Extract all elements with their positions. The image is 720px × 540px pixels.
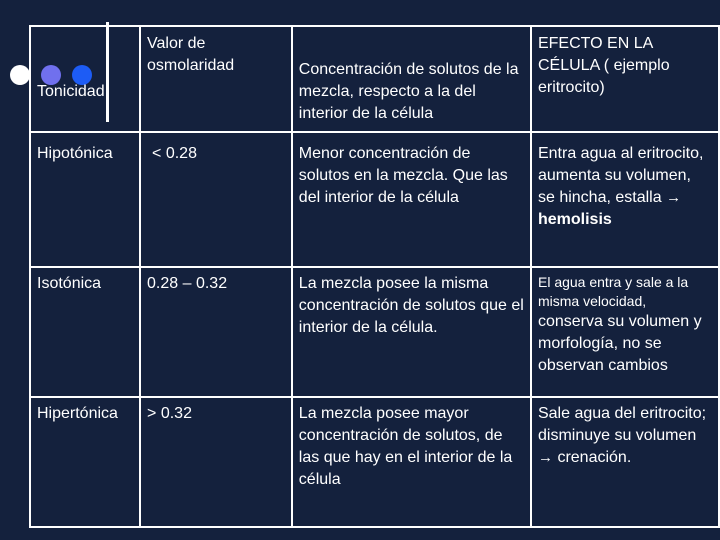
arrow-right-icon: →	[666, 189, 682, 206]
header-tonicity	[30, 26, 140, 132]
white-circle-decoration	[10, 65, 30, 85]
table-row	[30, 267, 719, 397]
header-osmolarity	[140, 26, 292, 132]
header-concentration	[292, 26, 531, 132]
concentration-cell: Menor concentración de solutos en la mezcla. Que las del interior de la célula	[292, 132, 531, 267]
tonicity-cell: Isotónica	[30, 267, 140, 397]
tonicity-cell: Hipertónica	[30, 397, 140, 527]
osmolarity-cell: > 0.32	[140, 397, 292, 527]
effect-text: Sale agua del eritrocito; disminuye su volumen	[537, 405, 707, 444]
concentration-cell: La mezcla posee la misma concentración de solutos que el interior de la célula.	[292, 267, 531, 397]
table-row	[30, 397, 719, 527]
tonicity-table	[29, 25, 720, 528]
effect-cell	[531, 132, 719, 267]
concentration-cell: La mezcla posee mayor concentración de solutos, de las que hay en el interior de la célula	[292, 397, 531, 527]
osmolarity-cell	[140, 132, 292, 267]
table-row	[30, 132, 719, 267]
header-concentration-label: Concentración de solutos de la mezcla, respecto a la del interior de la célula	[298, 61, 519, 122]
effect-small-text: El agua entra y sale a la misma velocidad,	[537, 274, 689, 309]
header-tonicity-label: Tonicidad	[37, 83, 105, 100]
effect-cell	[531, 267, 719, 397]
header-osmolarity-label: Valor de osmolaridad	[147, 35, 235, 74]
effect-text: Entra agua al eritrocito, aumenta su volumen, se hincha, estalla	[537, 145, 704, 206]
effect-term: crenación.	[557, 449, 632, 466]
arrow-right-icon: →	[537, 449, 553, 466]
header-effect-label: EFECTO EN LA CÉLULA ( ejemplo eritrocito)	[537, 35, 670, 96]
header-effect	[531, 26, 719, 132]
effect-term: hemolisis	[537, 211, 612, 228]
osmolarity-cell: 0.28 – 0.32	[140, 267, 292, 397]
effect-text: conserva su volumen y morfología, no se observan cambios	[537, 313, 702, 374]
effect-cell	[531, 397, 719, 527]
tonicity-cell: Hipotónica	[30, 132, 140, 267]
table-header-row	[30, 26, 719, 132]
osmolarity-value: < 0.28	[152, 145, 197, 162]
